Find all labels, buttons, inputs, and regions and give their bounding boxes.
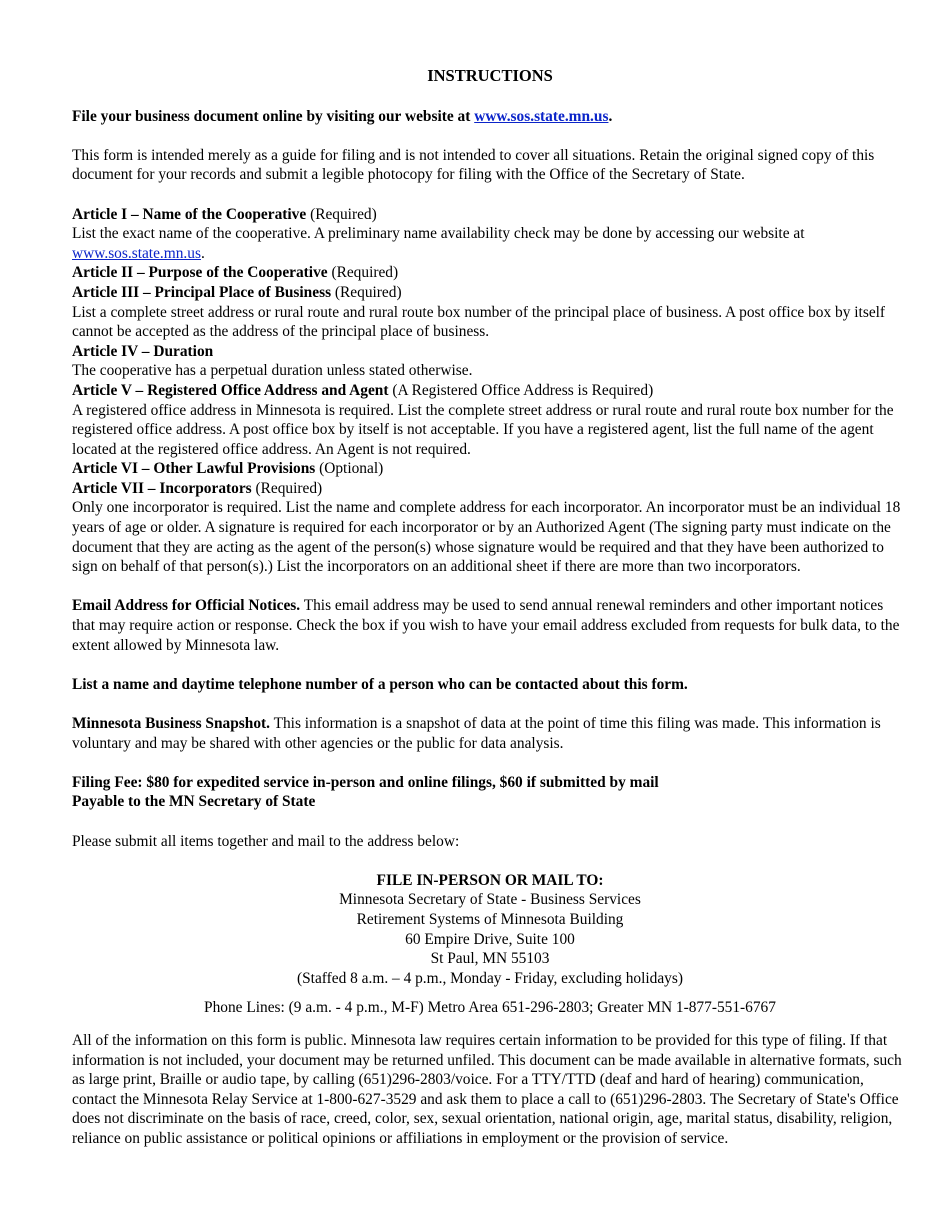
mail-line-5: (Staffed 8 a.m. – 4 p.m., Monday - Friday, excluding holidays) <box>297 969 683 987</box>
article-1-note: (Required) <box>306 205 377 223</box>
article-7-text: Only one incorporator is required. List the name and complete address for each incorporator. An incorporator must be an individual 18 years of age or older. A signature is required for each incorporator or by an Authorized Agent (The signing party must indicate on the document that they are acting as the agent of the person(s) whose signature would be required and that they have been authorized to sign on behalf of that person(s).) List the incorporators on an additional sheet if there are more than two incorporators. <box>72 499 901 576</box>
contact-instruction: List a name and daytime telephone number of a person who can be contacted about this form. <box>72 675 688 693</box>
mail-line-2: Retirement Systems of Minnesota Building <box>356 910 624 928</box>
email-heading: Email Address for Official Notices. <box>72 597 301 615</box>
email-text: This email address may be used to send annual renewal reminders and other important notices that may require action or response. Check the box if you wish to have your email address excluded from requests for bulk data, to the extent allowed by Minnesota law. <box>72 597 900 654</box>
article-4-text: The cooperative has a perpetual duration unless stated otherwise. <box>72 362 473 380</box>
phone-lines: Phone Lines: (9 a.m. - 4 p.m., M-F) Metro Area 651-296-2803; Greater MN 1-877-551-6767 <box>204 999 776 1017</box>
article-2 <box>72 263 908 283</box>
article-3 <box>72 283 908 303</box>
snapshot-text: This information is a snapshot of data at the point of time this filing was made. This information is voluntary and may be shared with other agencies or the public for data analysis. <box>72 715 881 752</box>
name-check-link[interactable]: www.sos.state.mn.us <box>72 244 201 262</box>
website-link[interactable]: www.sos.state.mn.us <box>474 107 609 125</box>
article-6-note: (Optional) <box>315 460 384 478</box>
instructions-page <box>72 66 908 1148</box>
article-1-heading: Article I – Name of the Cooperative <box>72 205 307 223</box>
article-3-heading: Article III – Principal Place of Business <box>72 283 332 301</box>
fee-payable: Payable to the MN Secretary of State <box>72 793 316 811</box>
article-7-heading: Article VII – Incorporators <box>72 479 252 497</box>
mailing-address <box>72 871 908 1018</box>
submit-instruction: Please submit all items together and mail to the address below: <box>72 832 460 850</box>
article-2-heading: Article II – Purpose of the Cooperative <box>72 264 328 282</box>
mail-line-4: St Paul, MN 55103 <box>430 950 550 968</box>
article-3-text: List a complete street address or rural route and rural route box number of the principal place of business. A post office box by itself cannot be accepted as the address of the principal place of business. <box>72 303 886 341</box>
online-filing-lead: File your business document online by visiting our website at <box>72 107 475 125</box>
mail-heading: FILE IN-PERSON OR MAIL TO: <box>376 871 604 889</box>
article-1 <box>72 205 908 225</box>
intro-paragraph: This form is intended merely as a guide for filing and is not intended to cover all situations. Retain the original signed copy of this document for your records and submit a legible photocopy for filing with the Office of the Secretary of State. <box>72 146 875 184</box>
article-6-heading: Article VI – Other Lawful Provisions <box>72 460 316 478</box>
page-title: INSTRUCTIONS <box>427 66 553 85</box>
article-1-end: . <box>200 244 205 262</box>
mail-line-3: 60 Empire Drive, Suite 100 <box>405 930 575 948</box>
snapshot-section <box>72 714 908 753</box>
article-5-text: A registered office address in Minnesota is required. List the complete street address or rural route and rural route box number for the registered office address. A post office box by itself is not acceptable. If you have a registered agent, list the full name of the agent located at the registered office address. An Agent is not required. <box>72 401 894 458</box>
online-filing-notice <box>72 107 908 127</box>
article-7-note: (Required) <box>251 479 323 497</box>
article-5-note: (A Registered Office Address is Required) <box>388 381 654 399</box>
article-6 <box>72 459 908 479</box>
article-4-heading: Article IV – Duration <box>72 342 214 360</box>
article-3-note: (Required) <box>331 283 402 301</box>
snapshot-heading: Minnesota Business Snapshot. <box>72 715 271 732</box>
article-1-text <box>72 224 908 263</box>
article-5-heading: Article V – Registered Office Address and Agent <box>72 381 389 399</box>
filing-fee: Filing Fee: $80 for expedited service in-person and online filings, $60 if submitted by mail <box>72 773 659 791</box>
article-1-body: List the exact name of the cooperative. A preliminary name availability check may be done by accessing our website at <box>72 225 805 243</box>
mail-line-1: Minnesota Secretary of State - Business Services <box>339 891 641 909</box>
article-7 <box>72 479 908 499</box>
article-2-note: (Required) <box>327 264 399 282</box>
online-filing-end: . <box>608 107 613 125</box>
email-section <box>72 596 908 655</box>
public-notice: All of the information on this form is public. Minnesota law requires certain information to be provided for this type of filing. If that information is not included, your document may be returned unfiled. This document can be made available in alternative formats, such as large print, Braille or audio tape, by calling (651)296-2803/voice. For a TTY/TTD (deaf and hard of hearing) communication, contact the Minnesota Relay Service at 1-800-627-3529 and ask them to place a call to (651)296-2803. The Secretary of State's Office does not discriminate on the basis of race, creed, color, sex, sexual orientation, national origin, age, marital status, disability, religion, reliance on public assistance or political opinions or affiliations in employment or the provision of service. <box>72 1031 902 1147</box>
article-5 <box>72 381 908 401</box>
